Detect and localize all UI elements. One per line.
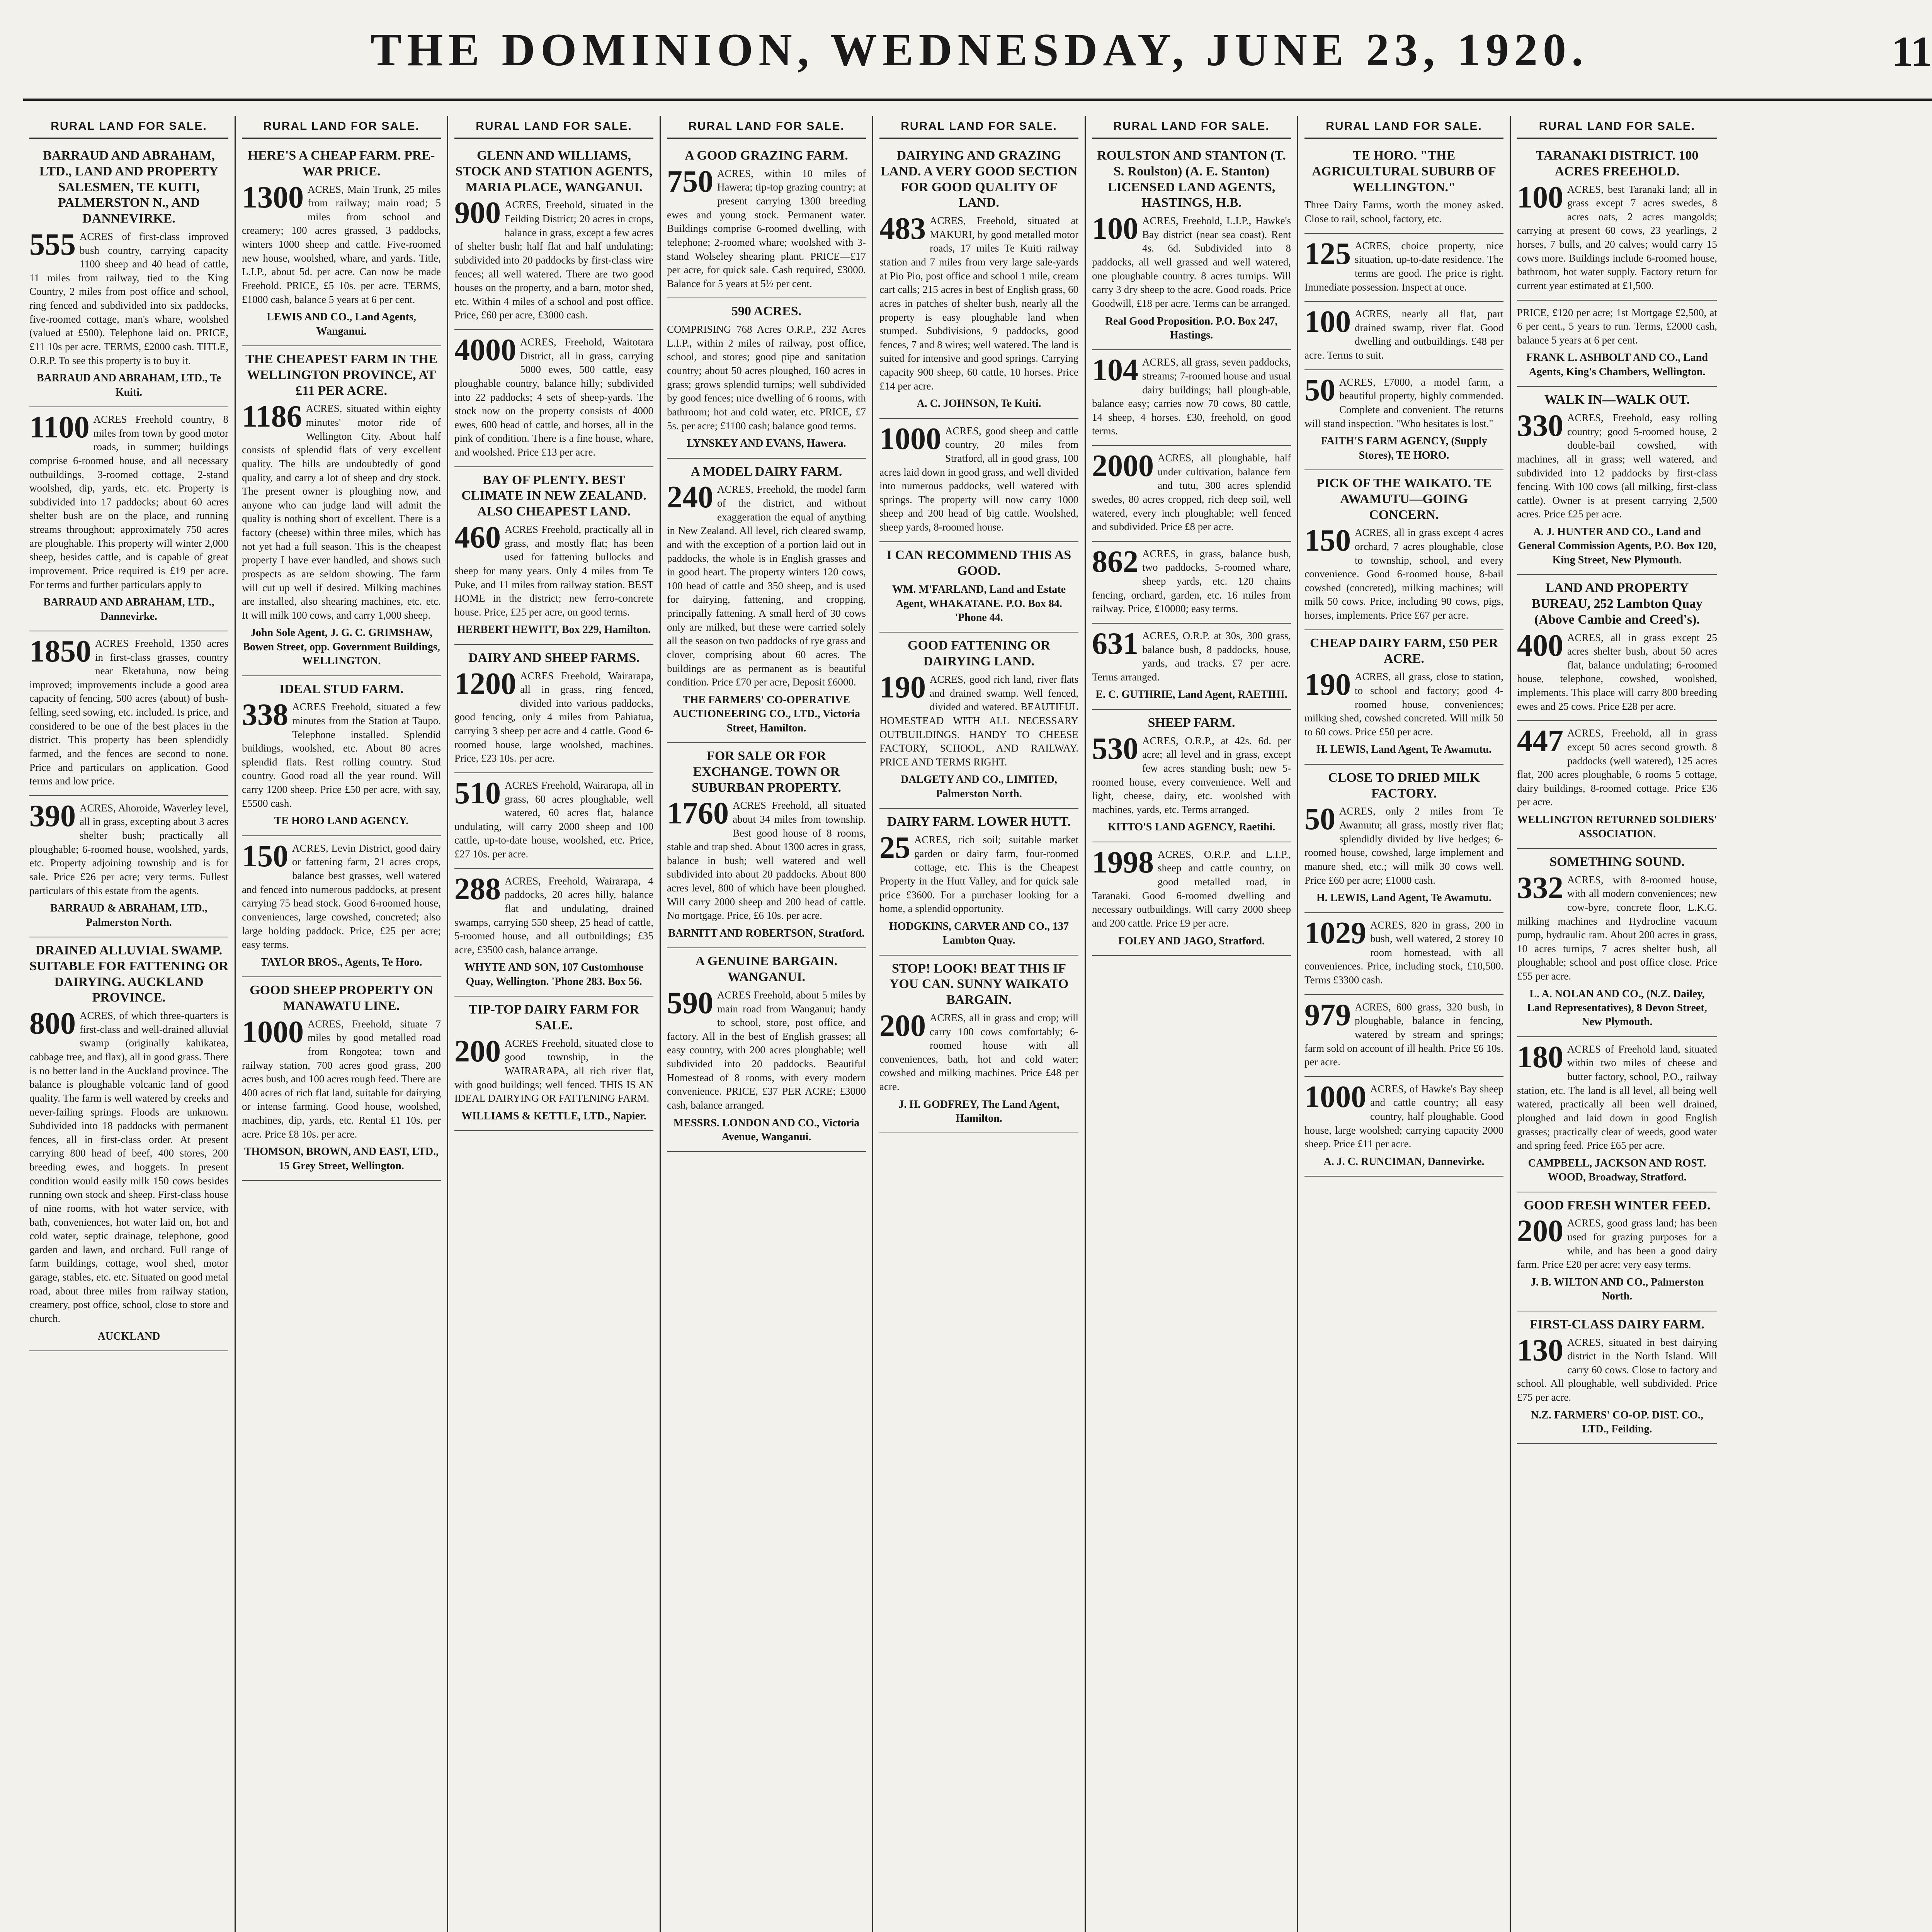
ad-heading: GOOD FATTENING OR DAIRYING LAND.	[908, 638, 1050, 669]
acreage-number: 332	[1517, 871, 1563, 905]
ad-text: ACRES, 600 grass, 320 bush, in ploughable, balance in fencing, watered by stream and springs; farm sold on account of ill health. Price £6 10s. per acre.	[1304, 1001, 1503, 1068]
ad-body	[454, 669, 653, 765]
advertisement	[1304, 913, 1503, 995]
ad-text: ACRES Freehold, all situated about 34 miles from township. Best good house of 8 rooms, stable and trap shed. About 1300 acres in grass, balance in bush; well watered and well subdivided into about 20 paddocks. About 800 acres level, 800 of which have been ploughed. Will carry 2000 sheep and 200 head of cattle. No mortgage. Price, £6 10s. per acre.	[667, 799, 866, 922]
ad-text: ACRES, good grass land; has been used for grazing purposes for a while, and has been a good dairy farm. Price £20 per acre; very easy terms.	[1517, 1217, 1717, 1270]
acreage-number: 338	[242, 698, 288, 732]
ad-body	[454, 776, 653, 861]
advertisement	[242, 143, 441, 346]
ad-agent: WELLINGTON RETURNED SOLDIERS' ASSOCIATION.	[1517, 814, 1717, 840]
acreage-number: 483	[879, 212, 926, 246]
ad-body	[29, 410, 228, 592]
advertisement	[1517, 575, 1717, 721]
ad-agent: E. C. GUTHRIE, Land Agent, RAETIHI.	[1095, 689, 1287, 701]
ad-body	[1304, 1000, 1503, 1069]
ad-body	[242, 839, 441, 952]
column-header: RURAL LAND FOR SALE.	[454, 116, 653, 139]
acreage-number: 100	[1092, 212, 1138, 246]
advertisement	[1517, 1311, 1717, 1444]
ad-agent: TAYLOR BROS., Agents, Te Horo.	[260, 956, 422, 968]
ad-body	[1304, 1082, 1503, 1151]
ad-body	[1304, 804, 1503, 887]
ad-text: ACRES, of Hawke's Bay sheep and cattle country; all easy country, half ploughable. Good house, large woolshed; carrying capacity 2000 sheep. Price £11 per acre.	[1304, 1083, 1503, 1150]
ad-body	[1304, 526, 1503, 622]
ad-text: ACRES, situated in best dairying district in the North Island. Will carry 60 cows. Close to factory and school. All ploughable, well subdivided. Price £75 per acre.	[1517, 1336, 1717, 1403]
ad-text: ACRES, Freehold, Waitotara District, all in grass, carrying 5000 ewes, 500 cattle, easy ploughable country, balance hilly; subdivided into 22 paddocks; 4 sets of sheep-yards. The stock now on the property consists of 4000 ewes, 600 head of cattle, and horses, all in the pink of condition. There is a fine house, whare, and woolshed. Price £13 per acre.	[454, 336, 653, 458]
ad-body	[242, 1017, 441, 1141]
ad-agent: AUCKLAND	[97, 1330, 160, 1342]
ad-agent: FAITH'S FARM AGENCY, (Supply Stores), TE HORO.	[1321, 435, 1487, 461]
advertisement	[879, 633, 1078, 809]
column-5	[873, 116, 1086, 1932]
column-2	[236, 116, 448, 1932]
ad-text: ACRES, all grass, close to station, to school and factory; good 4-roomed house, conveniences; milking shed, cowshed concreted. Will milk 50 to 60 cows. Price £50 per acre.	[1304, 671, 1503, 738]
advertisement	[1304, 630, 1503, 765]
ad-heading: DRAINED ALLUVIAL SWAMP. SUITABLE FOR FATTENING OR DAIRYING. AUCKLAND PROVINCE.	[29, 943, 228, 1005]
ad-text: ACRES Freehold, about 5 miles by main road from Wanganui; handy to school, store, post office, and factory. All in the best of English grasses; all easy country, with 200 acres ploughable; well subdivided into 20 paddocks. Beautiful Homestead of 8 rooms, with every modern convenience. PRICE, £37 PER ACRE; £3000 cash, balance arranged.	[667, 989, 866, 1111]
advertisement	[1517, 849, 1717, 1037]
ad-text: ACRES Freehold, situated a few minutes from the Station at Taupo. Telephone installed. Splendid buildings, woolshed, etc. About 80 acres splendid flats. Rest rolling country. Stud country. Good road all the year round. Will carry 1200 sheep. Price £50 per acre, with say, £5500 cash.	[242, 701, 441, 809]
ad-heading: DAIRY FARM. LOWER HUTT.	[887, 815, 1071, 829]
ad-heading: BAY OF PLENTY. BEST CLIMATE IN NEW ZEALAND. ALSO CHEAPEST LAND.	[461, 473, 646, 519]
advertisement	[667, 143, 866, 298]
acreage-number: 150	[1304, 524, 1351, 558]
ad-body	[242, 402, 441, 622]
ad-heading: THE CHEAPEST FARM IN THE WELLINGTON PROVINCE, AT £11 PER ACRE.	[245, 352, 437, 398]
advertisement	[667, 948, 866, 1152]
ad-heading: GOOD FRESH WINTER FEED.	[1524, 1198, 1711, 1213]
ad-text: ACRES, in grass, balance bush, two paddocks, 5-roomed whare, sheep yards, etc. 120 chains fencing, orchard, garden, etc. 16 miles from railway. Price, £10000; easy terms.	[1092, 548, 1291, 615]
ad-heading: DAIRY AND SHEEP FARMS.	[468, 650, 639, 665]
ad-text: ACRES, O.R.P. at 30s, 300 grass, balance bush, 8 paddocks, house, yards, and tracks. £7 per acre. Terms arranged.	[1092, 629, 1291, 683]
ad-text: ACRES, all in grass except 4 acres orchard, 7 acres ploughable, close to township, school, and every convenience. Good 6-roomed house, 8-bail cowshed (concreted), milking machines; will milk 50 cows. Price, including 90 cows, pigs, horses, implements. Price £67 per acre.	[1304, 527, 1503, 621]
ad-heading: 590 ACRES.	[731, 304, 802, 319]
ad-body	[454, 198, 653, 322]
ad-body	[1517, 1216, 1717, 1272]
ad-agent: A. C. JOHNSON, Te Kuiti.	[917, 398, 1041, 410]
ad-agent: WHYTE AND SON, 107 Customhouse Quay, Wellington. 'Phone 283. Box 56.	[464, 961, 643, 988]
advertisement	[1304, 995, 1503, 1077]
ad-body	[1092, 544, 1291, 616]
ad-text: ACRES of Freehold land, situated within two miles of cheese and butter factory, school, P.O., railway station, etc. The land is all level, all being well watered, practically all been well drained, ploughed and laid down in good English grasses; practically clear of weeds, good water and spring feed. Price £65 per acre.	[1517, 1043, 1717, 1151]
acreage-number: 125	[1304, 236, 1351, 271]
ad-text: ACRES, Freehold, Wairarapa, 4 paddocks, 20 acres hilly, balance flat and undulating, drained swamps, carrying 550 sheep, 25 head of cattle, 5-roomed house, and all outbuildings; £35 acre, £3500 cash, balance arrange.	[454, 875, 653, 956]
ad-agent: THOMSON, BROWN, AND EAST, LTD., 15 Grey Street, Wellington.	[244, 1146, 439, 1172]
ad-body	[1092, 845, 1291, 930]
ad-text: PRICE, £120 per acre; 1st Mortgage £2,500, at 6 per cent., 5 years to run. Terms, £2000 cash, balance 5 years at 6 per cent.	[1517, 306, 1717, 346]
ad-agent: BARNITT AND ROBERTSON, Stratford.	[668, 927, 865, 939]
ad-agent: LYNSKEY AND EVANS, Hawera.	[687, 437, 846, 450]
ad-body	[1517, 1333, 1717, 1405]
ad-heading: LAND AND PROPERTY BUREAU, 252 Lambton Quay (Above Cambie and Creed's).	[1531, 581, 1703, 627]
ad-heading: DAIRYING AND GRAZING LAND. A VERY GOOD SECTION FOR GOOD QUALITY OF LAND.	[880, 148, 1078, 210]
ad-text: ACRES, choice property, nice situation, up-to-date residence. The terms are good. The price is right. Immediate possession. Inspect at once.	[1304, 240, 1503, 293]
acreage-number: 200	[1517, 1214, 1563, 1248]
advertisement	[1517, 143, 1717, 301]
ad-body	[667, 796, 866, 923]
ad-text: ACRES, Freehold, situated in the Feilding District; 20 acres in crops, balance in grass, except a few acres of shelter bush; half flat and half undulating; subdivided into 20 paddocks by first-class wire fences; all well watered. There are two good houses on the property, and a barn, motor shed, etc. Within 4 miles of a school and post office. Price, £60 per acre, £3000 cash.	[454, 199, 653, 321]
ad-body	[454, 335, 653, 459]
advertisement	[454, 773, 653, 869]
column-6	[1086, 116, 1298, 1932]
ad-heading: FOR SALE OR FOR EXCHANGE. TOWN OR SUBURBAN PROPERTY.	[692, 748, 841, 795]
column-header: RURAL LAND FOR SALE.	[1517, 116, 1717, 139]
acreage-number: 50	[1304, 373, 1335, 407]
ad-text: ACRES Freehold, Wairarapa, all in grass, 60 acres ploughable, well watered, 60 acres flat, balance undulating, will carry 2000 sheep and 100 cattle, up-to-date house, woolshed, etc. Price, £27 10s. per acre.	[454, 779, 653, 860]
acreage-number: 979	[1304, 998, 1351, 1032]
acreage-number: 1850	[29, 634, 91, 668]
advertisement	[454, 330, 653, 467]
advertisement	[879, 542, 1078, 633]
ad-text: ACRES, within 10 miles of Hawera; tip-top grazing country; at present carrying 1300 breeding ewes and young stock. Permanent water. Buildings comprise 6-roomed dwelling, with telephone; 2-roomed whare; woolshed with 3-stand Wolseley shearing plant. PRICE—£17 per acre, for quick sale. Cash required, £3000. Balance for 5 years at 5½ per cent.	[667, 167, 866, 289]
ad-text: ACRES, all grass, seven paddocks, streams; 7-roomed house and usual dairy buildings; hall plough-able, balance easy; carries now 70 cows, 80 cattle, 14 sheep, 4 horses. £30, freehold, on good terms.	[1092, 356, 1291, 437]
ad-body	[1304, 670, 1503, 739]
ad-body	[1304, 236, 1503, 294]
ad-agent: HODGKINS, CARVER AND CO., 137 Lambton Quay.	[889, 920, 1069, 947]
ad-text: ACRES Freehold country, 8 miles from town by good motor roads, in summer; buildings comprise 6-roomed house, and all necessary outbuildings, 3-roomed cottage, 2-stand woolshed, dip, yards, etc. etc. Property is subdivided into 17 paddocks; about 60 acres shelter bush are on the place, and running streams throughout; approximately 750 acres are ploughable. This property will winter 2,000 sheep, besides cattle, and is capable of great improvement. Price required is £19 per acre. For terms and further particulars apply to	[29, 413, 228, 590]
ad-body	[1304, 307, 1503, 362]
advertisement	[1517, 1192, 1717, 1311]
ad-text: ACRES, best Taranaki land; all in grass except 7 acres swedes, 8 acres oats, 2 acres mangolds; carrying at present 60 cows, 23 yearlings, 2 horses, 7 bulls, and 20 calves; would carry 15 cows more. Buildings include 6-roomed house, bathroom, hot water supply. Factory return for current year estimated at £1,500.	[1517, 183, 1717, 291]
ad-text: ACRES of first-class improved bush country, carrying capacity 1100 sheep and 40 head of cattle, 11 miles from railway, tied to the King Country, 2 miles from post office and school, ring fenced and subdivided into six paddocks, five-roomed cottage, man's whare, woolshed (valued at £500). Telephone laid on. PRICE, £11 10s per acre. TERMS, £2000 cash. TITLE, O.R.P. To see this property is to buy it.	[29, 230, 228, 366]
ad-body	[1092, 355, 1291, 438]
ad-body	[1517, 1040, 1717, 1153]
advertisement	[1092, 446, 1291, 542]
ad-agent: WM. M'FARLAND, Land and Estate Agent, WHAKATANE. P.O. Box 84. 'Phone 44.	[892, 583, 1066, 624]
ad-heading: GLENN AND WILLIAMS, STOCK AND STATION AGENTS, MARIA PLACE, WANGANUI.	[455, 148, 653, 194]
advertisement	[1092, 542, 1291, 624]
ad-heading: IDEAL STUD FARM.	[279, 682, 404, 696]
column-header: RURAL LAND FOR SALE.	[242, 116, 441, 139]
advertisement	[667, 298, 866, 458]
acreage-number: 447	[1517, 724, 1563, 759]
advertisement	[242, 676, 441, 836]
ad-body	[667, 480, 866, 689]
advertisement	[1092, 143, 1291, 350]
acreage-number: 2000	[1092, 449, 1154, 483]
ad-heading: STOP! LOOK! BEAT THIS IF YOU CAN. SUNNY WAIKATO BARGAIN.	[889, 961, 1069, 1007]
ad-text: ACRES, 820 in grass, 200 in bush, well watered, 2 storey 10 room homestead, with all conveniences. Price, including stock, £10,500. Terms £3300 cash.	[1304, 919, 1503, 986]
ad-text: COMPRISING 768 Acres O.R.P., 232 Acres L.I.P., within 2 miles of railway, post office, school, and stores; good pipe and sanitation country; about 50 acres ploughed, 160 acres in grass; grows splendid turnips; well subdivided by good fences; nice dwelling of 6 rooms, with bathroom; hot and cold water, etc. PRICE, £7 5s. per acre; £1100 cash; balance good terms.	[667, 323, 866, 432]
ad-text: ACRES Freehold, practically all in grass, and mostly flat; has been used for fattening bullocks and sheep for many years. Only 4 miles from Te Puke, and 11 miles from railway station. BEST HOME in the district; new ferro-concrete house. Price, £25 per acre, on good terms.	[454, 524, 653, 618]
ad-body	[1304, 373, 1503, 431]
ad-text: ACRES Freehold, situated close to good township, in the WAIRARAPA, all rich river flat, with good buildings; well fenced. THIS IS AN IDEAL DAIRYING OR FATTENING FARM.	[454, 1037, 653, 1104]
acreage-number: 288	[454, 872, 501, 906]
ad-body	[1517, 628, 1717, 714]
ad-text: ACRES, Freehold, easy rolling country; good 5-roomed house, 2 double-bail cowshed, with machines, all in grass; well watered, and subdivided into 12 paddocks by first-class fencing. With 100 cows (all milking, first-class cattle). Owner is at present carrying 2,500 acres. Price £25 per acre.	[1517, 412, 1717, 520]
column-header: RURAL LAND FOR SALE.	[667, 116, 866, 139]
acreage-number: 100	[1517, 180, 1563, 214]
ad-agent: J. H. GODFREY, The Land Agent, Hamilton.	[898, 1098, 1060, 1125]
acreage-number: 50	[1304, 802, 1335, 837]
acreage-number: 150	[242, 839, 288, 873]
column-header: RURAL LAND FOR SALE.	[1304, 116, 1503, 139]
acreage-number: 100	[1304, 305, 1351, 339]
acreage-number: 180	[1517, 1040, 1563, 1074]
ad-body	[29, 634, 228, 788]
ad-body	[1092, 626, 1291, 684]
ad-heading: TE HORO. "THE AGRICULTURAL SUBURB OF WELLINGTON."	[1312, 148, 1496, 194]
ad-body	[879, 1011, 1078, 1094]
ad-heading: TIP-TOP DAIRY FARM FOR SALE.	[468, 1002, 639, 1033]
advertisement	[879, 143, 1078, 419]
acreage-number: 631	[1092, 626, 1138, 661]
advertisement	[29, 407, 228, 631]
ad-body	[1517, 180, 1717, 293]
page-number: 11	[1892, 28, 1932, 75]
ad-heading: A GOOD GRAZING FARM.	[685, 148, 848, 163]
advertisement	[1304, 1077, 1503, 1177]
ad-body	[1092, 214, 1291, 310]
acreage-number: 1029	[1304, 916, 1366, 950]
advertisement	[242, 977, 441, 1181]
advertisement	[29, 796, 228, 937]
advertisement	[879, 809, 1078, 955]
ad-agent: A. J. HUNTER AND CO., Land and General Commission Agents, P.O. Box 120, King Street, New Plymouth.	[1518, 526, 1716, 566]
classified-columns	[23, 116, 1932, 1932]
ad-agent: MESSRS. LONDON AND CO., Victoria Avenue, Wanganui.	[673, 1117, 860, 1143]
newspaper-title: THE DOMINION, WEDNESDAY, JUNE 23, 1920.	[370, 24, 1588, 75]
ad-heading: A GENUINE BARGAIN. WANGANUI.	[695, 954, 838, 985]
acreage-number: 190	[879, 670, 926, 705]
acreage-number: 555	[29, 227, 76, 262]
acreage-number: 800	[29, 1007, 76, 1041]
ad-agent: LEWIS AND CO., Land Agents, Wanganui.	[267, 311, 416, 337]
column-header: RURAL LAND FOR SALE.	[29, 116, 228, 139]
ad-body	[667, 164, 866, 291]
advertisement	[1092, 624, 1291, 710]
advertisement	[1304, 470, 1503, 630]
acreage-number: 130	[1517, 1333, 1563, 1367]
ad-text: Three Dairy Farms, worth the money asked. Close to rail, school, factory, etc.	[1304, 199, 1503, 225]
ad-body	[454, 874, 653, 957]
ad-text: ACRES, with 8-roomed house, with all modern conveniences; new cow-byre, concrete floor, L.K.G. milking machines and Hydrocline vacuum pump, hydraulic ram. About 200 acres in grass, 10 acres turnips, 7 acres shelter bush, all ploughable; school and post office close. Price £55 per acre.	[1517, 874, 1717, 982]
advertisement	[1092, 710, 1291, 842]
ad-body	[454, 1034, 653, 1105]
advertisement	[29, 937, 228, 1351]
ad-text: ACRES, £7000, a model farm, a beautiful property, highly commended. Complete and convenient. The returns will stand inspection. "Who hesitates is lost."	[1304, 376, 1503, 429]
ad-text: ACRES, Freehold, situate 7 miles by good metalled road from Rongotea; town and railway station, 700 acres good grass, 200 acres bush, and 100 acres rough feed. There are 400 acres of rich flat land, suitable for dairying or intense farming. Good house, woolshed, machines, dip, yards, etc. Rental £1 10s. per acre. Price £8 10s. per acre.	[242, 1018, 441, 1140]
column-7	[1298, 116, 1511, 1932]
advertisement	[1304, 234, 1503, 302]
acreage-number: 390	[29, 799, 76, 833]
ad-agent: BARRAUD AND ABRAHAM, LTD., Te Kuiti.	[36, 372, 221, 398]
ad-agent: N.Z. FARMERS' CO-OP. DIST. CO., LTD., Feilding.	[1531, 1409, 1703, 1435]
ad-body	[242, 700, 441, 810]
ad-text: ACRES, only 2 miles from Te Awamutu; all grass, mostly river flat; splendidly divided by live hedges; 6-roomed house, cowshed, large implement and manure shed, etc.; will milk 30 cows well. Price £60 per acre; £1000 cash.	[1304, 805, 1503, 886]
masthead-rule	[23, 99, 1932, 101]
ad-agent: A. J. C. RUNCIMAN, Dannevirke.	[1323, 1155, 1485, 1168]
ad-body	[1304, 198, 1503, 226]
ad-body	[1517, 726, 1717, 809]
ad-heading: SHEEP FARM.	[1148, 715, 1235, 730]
ad-text: ACRES Freehold, Wairarapa, all in grass, ring fenced, divided into various paddocks, good fencing, only 4 miles from Pahiatua, carrying 3 sheep per acre and 4 cattle. Good 6-roomed house, large woolshed, machines. Price, £23 10s. per acre.	[454, 670, 653, 764]
ad-agent: DALGETY AND CO., LIMITED, Palmerston North.	[900, 774, 1057, 800]
advertisement	[1304, 765, 1503, 913]
advertisement	[1304, 302, 1503, 370]
ad-agent: H. LEWIS, Land Agent, Te Awamutu.	[1316, 743, 1492, 756]
ad-body	[242, 180, 441, 307]
ad-body	[1517, 306, 1717, 347]
ad-body	[1092, 731, 1291, 817]
ad-text: ACRES, rich soil; suitable market garden or dairy farm, four-roomed cottage, etc. This is the Cheapest Property in the Hutt Valley, and for quick sale price £3600. For a purchaser looking for a home, a splendid opportunity.	[879, 834, 1078, 915]
ad-heading: GOOD SHEEP PROPERTY ON MANAWATU LINE.	[250, 983, 433, 1013]
column-header: RURAL LAND FOR SALE.	[879, 116, 1078, 139]
ad-body	[1517, 873, 1717, 983]
advertisement	[454, 997, 653, 1131]
advertisement	[454, 645, 653, 773]
advertisement	[454, 467, 653, 645]
ad-text: ACRES, of which three-quarters is first-class and well-drained alluvial swamp (originally kahikatea, cabbage tree, and flax), all in good grass. There is no better land in the Auckland province. The balance is ploughable volcanic land of good quality. The farm is well watered by creeks and never-failing springs. Floods are unknown. Subdivided into 18 paddocks with permanent fences, all in first-class order. At present carrying 800 head of beef, 400 stores, 200 breeding ewes, and hoggets. In present condition would easily milk 150 cows besides running own stock and sheep. First-class house of nine rooms, with hot water service, with bath, conveniences, hot water laid on, hot and cold water, septic drainage, telephone, good garden and lawn, and orchard. Full range of farm buildings, cottage, wool shed, motor garage, stables, etc. etc. Situated on good metal road, about three miles from railway station, creamery, post office, school, close to store and church.	[29, 1010, 228, 1324]
acreage-number: 104	[1092, 353, 1138, 388]
advertisement	[879, 419, 1078, 542]
ad-text: ACRES, all ploughable, half under cultivation, balance fern and tutu, 300 acres splendid swedes, 80 acres cropped, rich deep soil, well watered, every inch ploughable; well fenced and subdivided. Price £8 per acre.	[1092, 452, 1291, 533]
advertisement	[1517, 387, 1717, 575]
acreage-number: 750	[667, 164, 713, 199]
ad-text: ACRES, nearly all flat, part drained swamp, river flat. Good dwelling and outbuildings. £48 per acre. Terms to suit.	[1304, 308, 1503, 361]
advertisement	[1517, 721, 1717, 849]
ad-heading: TARANAKI DISTRICT. 100 ACRES FREEHOLD.	[1536, 148, 1699, 179]
ad-agent: HERBERT HEWITT, Box 229, Hamilton.	[457, 624, 651, 636]
acreage-number: 460	[454, 520, 501, 555]
ad-heading: PICK OF THE WAIKATO. TE AWAMUTU—GOING CONCERN.	[1316, 476, 1492, 522]
advertisement	[242, 836, 441, 977]
ad-agent: H. LEWIS, Land Agent, Te Awamutu.	[1316, 892, 1492, 904]
ad-heading: WALK IN—WALK OUT.	[1544, 393, 1690, 407]
ad-body	[1304, 918, 1503, 987]
acreage-number: 1000	[1304, 1080, 1366, 1114]
masthead	[23, 0, 1932, 116]
column-1	[23, 116, 236, 1932]
ad-text: ACRES, Freehold, the model farm of the district, and without exaggeration the equal of anything in New Zealand. All level, rich cleared swamp, and with the exception of a portion laid out in paddocks, the whole is in English grasses and in good heart. The property winters 120 cows, 100 head of cattle and 350 sheep, and is used for dairying, fattening, and cropping, principally fattening. A small herd of 30 cows only are milked, but these were carried solely all the season on two paddocks of rye grass and clover, comprising about 60 acres. The buildings are as permanent as is beautiful condition. Price £70 per acre, Deposit £6000.	[667, 483, 866, 688]
ad-heading: HERE'S A CHEAP FARM. PRE-WAR PRICE.	[248, 148, 435, 179]
ad-text: ACRES, Freehold, L.I.P., Hawke's Bay district (near sea coast). Rent 4s. 6d. Subdivided into 8 paddocks, all well grassed and well watered, one ploughable country. 8 acres turnips. Will carry 3 dry sheep to the acre. Good roads. Price Goodwill, £18 per acre. Terms can be arranged.	[1092, 215, 1291, 309]
ad-agent: L. A. NOLAN AND CO., (N.Z. Dailey, Land Representatives), 8 Devon Street, New Plymouth.	[1527, 988, 1707, 1028]
acreage-number: 4000	[454, 333, 516, 367]
ad-heading: SOMETHING SOUND.	[1549, 854, 1685, 869]
column-8	[1511, 116, 1723, 1932]
column-4	[661, 116, 873, 1932]
ad-text: ACRES, good rich land, river flats and drained swamp. Well fenced, divided and watered. BEAUTIFUL HOMESTEAD WITH ALL NECESSARY OUTBUILDINGS. HANDY TO CHEESE FACTORY, SCHOOL, AND RAILWAY. PRICE AND TERMS RIGHT.	[879, 673, 1078, 768]
acreage-number: 190	[1304, 668, 1351, 702]
acreage-number: 25	[879, 831, 910, 865]
acreage-number: 1000	[242, 1015, 304, 1049]
ad-body	[29, 1009, 228, 1325]
acreage-number: 1300	[242, 180, 304, 214]
ad-heading: BARRAUD AND ABRAHAM, LTD., LAND AND PROPERTY SALESMEN, TE KUITI, PALMERSTON N., AND DANNEVIRKE.	[39, 148, 219, 226]
ad-agent: KITTO'S LAND AGENCY, Raetihi.	[1107, 821, 1276, 833]
ad-body	[879, 424, 1078, 534]
ad-agent: THE FARMERS' CO-OPERATIVE AUCTIONEERING CO., LTD., Victoria Street, Hamilton.	[672, 694, 861, 734]
ad-agent: CAMPBELL, JACKSON AND ROST. WOOD, Broadway, Stratford.	[1528, 1157, 1706, 1184]
ad-text: ACRES, Ahoroide, Waverley level, all in grass, excepting about 3 acres shelter bush; practically all ploughable; 6-roomed house, woolshed, yards, etc. Property adjoining township and is for sale. Price £26 per acre; very terms. Fullest particulars of this estate from the agents.	[29, 802, 228, 896]
ad-body	[879, 833, 1078, 916]
advertisement	[879, 956, 1078, 1134]
advertisement	[29, 631, 228, 796]
ad-agent: Real Good Proposition. P.O. Box 247, Hastings.	[1105, 315, 1278, 341]
ad-heading: A MODEL DAIRY FARM.	[690, 464, 842, 479]
ad-heading: CLOSE TO DRIED MILK FACTORY.	[1328, 770, 1480, 801]
ad-heading: I CAN RECOMMEND THIS AS GOOD.	[886, 548, 1071, 578]
acreage-number: 400	[1517, 628, 1563, 663]
column-3	[448, 116, 661, 1932]
acreage-number: 240	[667, 480, 713, 515]
ad-agent: John Sole Agent, J. G. C. GRIMSHAW, Bowen Street, opp. Government Buildings, WELLINGTON.	[243, 627, 440, 667]
advertisement	[242, 346, 441, 676]
ad-text: ACRES, Freehold, situated at MAKURI, by good metalled motor roads, 17 miles Te Kuiti railway station and 7 miles from very large sale-yards at Pio Pio, post office and school 1 mile, cream cart calls; 215 acres in best of English grass, 60 acres in patches of shelter bush, nearly all the property is easy ploughable land when stumped. Subdivisions, 9 paddocks, good fences, 7 and 8 wires; well watered. The land is suited for intensive and good springs. Carrying capacity 900 sheep, 60 cattle, 10 horses. Price £14 per acre.	[879, 215, 1078, 392]
ad-text: ACRES, Freehold, all in grass except 50 acres second growth. 8 paddocks (well watered), 125 acres flat, 200 acres ploughable, 6 rooms 5 cottage, dairy buildings, 8-roomed cottage. Price £36 per acre.	[1517, 727, 1717, 808]
ad-heading: ROULSTON AND STANTON (T. S. Roulston) (A. E. Stanton) LICENSED LAND AGENTS, HASTINGS, H.B.	[1097, 148, 1286, 210]
advertisement	[29, 143, 228, 407]
acreage-number: 1100	[29, 410, 90, 445]
ad-text: ACRES, all in grass and crop; will carry 100 cows comfortably; 6-roomed house with all conveniences, bath, hot and cold water; cowshed and milking machines. Price £48 per acre.	[879, 1012, 1078, 1093]
acreage-number: 1760	[667, 796, 729, 831]
ad-text: ACRES, all in grass except 25 acres shelter bush, about 50 acres flat, balance undulating; 6-roomed house, telephone, cowshed, woolshed, implements. This place will carry 800 breeding ewes and 25 cows. Price £28 per acre.	[1517, 631, 1717, 712]
advertisement	[1304, 370, 1503, 470]
acreage-number: 1998	[1092, 845, 1154, 879]
ad-body	[667, 988, 866, 1112]
ad-body	[454, 520, 653, 619]
ad-text: ACRES, O.R.P. and L.I.P., sheep and cattle country, on good metalled road, in Taranaki. Good 6-roomed dwelling and necessary outbuildings. Will carry 2000 sheep and 200 cattle. Price £9 per acre.	[1092, 848, 1291, 929]
ad-body	[1092, 451, 1291, 534]
ad-body	[879, 670, 1078, 769]
ad-agent: BARRAUD AND ABRAHAM, LTD., Dannevirke.	[43, 596, 214, 622]
ad-agent: FRANK L. ASHBOLT AND CO., Land Agents, King's Chambers, Wellington.	[1526, 352, 1708, 378]
ad-body	[667, 323, 866, 433]
acreage-number: 862	[1092, 544, 1138, 579]
ad-agent: BARRAUD & ABRAHAM, LTD., Palmerston North.	[50, 902, 207, 929]
ad-text: ACRES, situated within eighty minutes' motor ride of Wellington City. About half consists of splendid flats of very excellent quality. The hills are undoubtedly of good quality, and carry a lot of sheep and dry stock. The present owner is ploughing now, and anyone who can judge land will admit the quality is nothing short of excellent. There is a factory (cheese) within three miles, which has not yet had a full season. This is the cheapest property I have ever handled, and shows such prospects as are seldom showing. The farm will cut up well if desired. Milking machines are installed, also shearing machines, etc. etc. It will milk 100 cows, and carry 1,000 sheep.	[242, 403, 441, 621]
ad-text: ACRES, Main Trunk, 25 miles from railway; main road; 5 miles from school and creamery; 100 acres grassed, 3 paddocks, winters 1000 sheep and cattle. Five-roomed new house, woolshed, whare, and yards. Title, L.I.P., about 5d. per acre. Can now be made Freehold. PRICE, £5 10s. per acre. TERMS, £1000 cash, balance 5 years at 6 per cent.	[242, 183, 441, 305]
advertisement	[1517, 1037, 1717, 1192]
ad-text: ACRES, Levin District, good dairy or fattening farm, 21 acres crops, balance best grasses, well watered and fenced into numerous paddocks, at present carrying 75 head stock. Good 6-roomed house, conveniences, large cowshed, concreted; also large holding paddock. Price, £25 per acre; easy terms.	[242, 842, 441, 951]
ad-heading: CHEAP DAIRY FARM, £50 PER ACRE.	[1310, 636, 1498, 666]
advertisement	[1517, 301, 1717, 387]
ad-agent: J. B. WILTON AND CO., Palmerston North.	[1530, 1276, 1704, 1303]
acreage-number: 200	[879, 1009, 926, 1043]
ad-text: ACRES, O.R.P., at 42s. 6d. per acre; all level and in grass, except few acres standing bush; new 5-roomed house, every convenience. Well and light, cheese, dairy, etc. woolshed with machines, yards, etc. Terms arranged.	[1092, 735, 1291, 815]
acreage-number: 530	[1092, 731, 1138, 766]
acreage-number: 900	[454, 196, 501, 230]
acreage-number: 200	[454, 1034, 501, 1068]
acreage-number: 1186	[242, 400, 302, 434]
advertisement	[667, 743, 866, 948]
ad-body	[1517, 411, 1717, 521]
advertisement	[1092, 350, 1291, 446]
advertisement	[454, 143, 653, 330]
ad-heading: FIRST-CLASS DAIRY FARM.	[1530, 1317, 1704, 1332]
advertisement	[1092, 842, 1291, 956]
ad-body	[29, 801, 228, 898]
ad-text: ACRES, good sheep and cattle country, 20 miles from Stratford, all in good grass, 100 acres laid down in good grass, and well divided into numerous paddocks, well watered with springs. The property will now carry 1000 sheep and 200 head of big cattle. Woolshed, sheep yards, 8-roomed house.	[879, 425, 1078, 533]
advertisement	[667, 459, 866, 743]
column-header: RURAL LAND FOR SALE.	[1092, 116, 1291, 139]
advertisement	[454, 869, 653, 997]
acreage-number: 590	[667, 986, 713, 1020]
acreage-number: 510	[454, 776, 501, 810]
acreage-number: 1200	[454, 667, 516, 701]
ad-body	[29, 227, 228, 367]
ad-text: ACRES Freehold, 1350 acres in first-class grasses, country near Eketahuna, now being improved; improvements include a good area capacity of fencing, 500 acres (about) of bush-felling, seed sowing, etc. included. Is price, and considered to be one of the best places in the district. This property has been splendidly farmed, and the fences are second to none. Price and particulars on application. Good terms and low price.	[29, 637, 228, 787]
ad-body	[879, 214, 1078, 393]
ad-agent: FOLEY AND JAGO, Stratford.	[1118, 935, 1265, 947]
ad-agent: TE HORO LAND AGENCY.	[274, 815, 409, 827]
acreage-number: 330	[1517, 409, 1563, 443]
ad-agent: WILLIAMS & KETTLE, LTD., Napier.	[461, 1110, 646, 1122]
advertisement	[1304, 143, 1503, 234]
acreage-number: 1000	[879, 422, 941, 456]
